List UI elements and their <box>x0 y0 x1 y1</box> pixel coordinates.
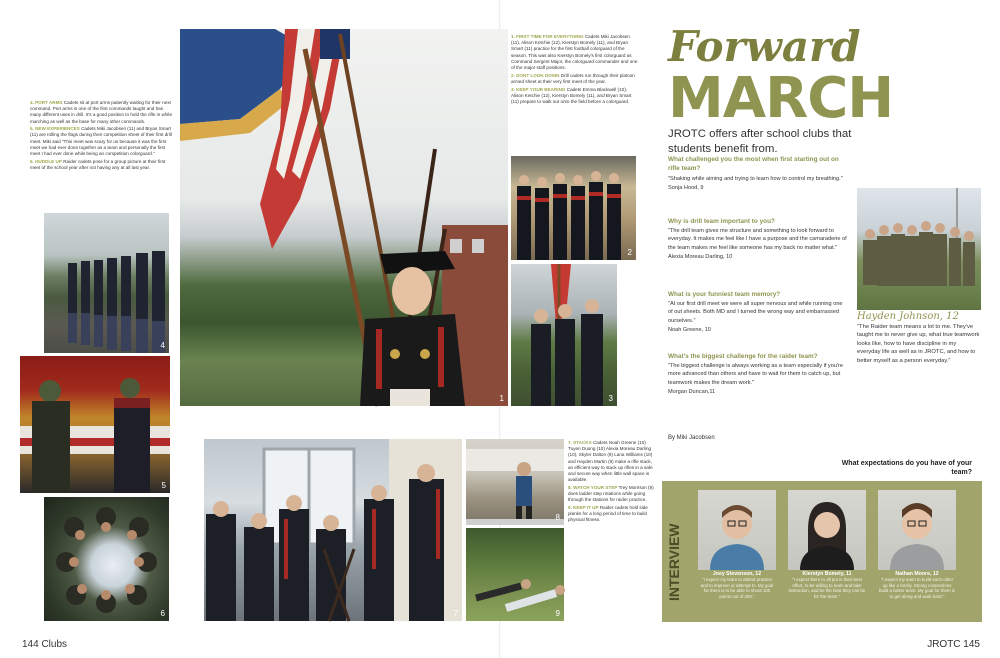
flag-rolling-illustration <box>20 356 170 493</box>
ladder-step-illustration <box>466 439 564 525</box>
caption-8 <box>568 485 654 504</box>
cadets-illustration <box>44 213 169 353</box>
photo-number: 7 <box>453 609 458 618</box>
photo-number: 5 <box>161 481 166 490</box>
portrait-photo <box>878 490 956 570</box>
photo-watch-your-step <box>466 439 564 525</box>
left-page-folio: 144 Clubs <box>22 639 68 650</box>
portrait-photo <box>788 490 866 570</box>
plank-illustration <box>466 528 564 621</box>
caption-6 <box>30 159 172 171</box>
qa-source: Alexia Moreau Darling, 10 <box>668 253 733 260</box>
caption-3 <box>511 87 639 106</box>
caption-text: Drill cadets run through their platoon armed sheet at their very first meet of the year. <box>511 72 635 84</box>
feature-quote: "The Raider team means a lot to me. They've taught me to never give up, what true teamwork looks like, how to have discipline in my everyday life as well as in JROTC, and how to better myself as a person everyday." <box>857 324 980 364</box>
interview-panel <box>662 481 982 622</box>
caption-9 <box>568 505 654 524</box>
caption-text: Raider cadets hold side planks for a long period of time to build physical fitness. <box>568 504 648 523</box>
caption-heading: 2. DONT LOOK DOWN <box>511 72 560 78</box>
qa-source: Morgan Duncan,11 <box>668 388 716 395</box>
qa-answer: "The biggest challenge is always working as a team especially if you're more advanced than others and have to wait for them to catch up, but teamwork makes the dream work." <box>668 363 843 386</box>
caption-block-left <box>30 100 172 173</box>
headline-block <box>668 66 908 131</box>
photo-keep-your-bearing <box>511 264 617 406</box>
caption-heading: 1. FIRST TIME FOR EVERYTHING <box>511 34 584 39</box>
caption-text: Raider cadets pose for a group picture at their first meet of the school year after not having any at all last year. <box>30 158 166 170</box>
caption-block-bottom <box>568 440 654 525</box>
interview-card <box>788 490 866 600</box>
qa-item <box>668 352 848 396</box>
qa-question: Why is drill team important to you? <box>668 218 775 225</box>
photo-stacks <box>204 439 462 621</box>
interviewee-quote: "I expect my team to build each other up like a family. Strong connections build a better team. My goal for them is to get along and work hard." <box>879 577 955 600</box>
bearing-illustration <box>511 264 617 406</box>
drill-team-illustration <box>511 156 636 260</box>
colorguard-illustration <box>180 29 508 406</box>
interviewee-name: Joey Stevenson, 12 <box>712 571 762 577</box>
photo-colorguard <box>180 29 508 406</box>
photo-new-experiences <box>20 356 170 493</box>
qa-source: Sonja Hood, 9 <box>668 184 704 191</box>
right-page-folio: JROTC 145 <box>927 639 980 650</box>
portrait-illustration <box>698 490 776 570</box>
caption-text: Cadets Emma Blackwell (10), Alison Ketchie (12), Kierstyn Bomely (11), and Bryan Smart (11) prepare to walk out onto the field before a colorguard. <box>511 86 632 104</box>
photo-number: 1 <box>499 394 504 403</box>
interviewee-name: Kierstyn Bomely, 11 <box>802 571 852 577</box>
caption-heading: 3. KEEP YOUR BEARING <box>511 86 566 92</box>
portrait-illustration <box>788 490 866 570</box>
photo-number: 8 <box>555 513 560 522</box>
qa-question: What challenged you the most when first starting out on rifle team? <box>668 156 839 173</box>
qa-item <box>668 155 848 192</box>
photo-number: 3 <box>608 394 613 403</box>
headline-script <box>668 22 888 70</box>
interview-label <box>668 501 690 601</box>
caption-1 <box>511 34 639 71</box>
qa-question: What is your funniest team memory? <box>668 291 781 298</box>
interview-question: What expectations do you have of your team? <box>841 460 972 476</box>
feature-name: Hayden Johnson, 12 <box>857 311 959 322</box>
caption-heading: 7. STACKS <box>568 440 592 445</box>
qa-answer: "At our first drill meet we were all super nervous and while running one of out sheets. Both MD and I turned the wrong way and embarrassed ourselves." <box>668 301 843 324</box>
photo-keep-it-up <box>466 528 564 621</box>
interview-label-svg <box>668 501 690 601</box>
byline: By Miki Jacobsen <box>668 435 715 441</box>
caption-5 <box>30 126 172 157</box>
qa-question: What's the biggest challenge for the raider team? <box>668 353 818 360</box>
qa-item <box>668 290 848 334</box>
portrait-photo <box>698 490 776 570</box>
rifle-stack-illustration <box>204 439 462 621</box>
caption-2 <box>511 73 639 85</box>
caption-4 <box>30 100 172 125</box>
headline-script-text: Forward <box>668 22 861 71</box>
caption-text: Cadets Noah Greene (10) Tuyen Duong (10) Alexia Moreau Darling (10), Skyler Dalton (9) Lana Williams (10) and Hayden Martin (9) make a rifle stack, an efficient way to stack up rifles in a safe and secure way when little wall space is available. <box>568 440 653 483</box>
caption-heading: 5. NEW EXPERIENCES <box>30 126 80 132</box>
caption-heading: 4. PORT ARMS <box>30 100 63 105</box>
raider-team-illustration <box>857 188 981 310</box>
qa-source: Noah Greene, 10 <box>668 326 711 333</box>
caption-block-top <box>511 34 639 107</box>
caption-heading: 6. HUDDLE UP <box>30 158 62 164</box>
interview-label-text: INTERVIEW <box>666 523 682 601</box>
caption-text: Cadets Miki Jacobsen (11) and Bryan Smart (11) are rolling the flags during their competition sheet of their first drill meet. Miki said "This meet was scary for us because it was the first meet we had ever done together as a team and personally the first meet I had ever done while being an competition colorguard." <box>30 126 172 156</box>
qa-answer: "The drill team gives me structure and something to look forward to everyday. It makes me feel like I have a purpose and the camaraderie of the team makes me feel like someone has my back no matter what." <box>668 228 847 251</box>
photo-number: 2 <box>627 248 632 257</box>
photo-raider-team <box>857 188 981 310</box>
qa-item <box>668 217 848 261</box>
interviewee-quote: "I expect my team to attend practice and to improve or attempt to. My goal for them is to be able to shoot 100 points out of 200." <box>700 577 774 600</box>
photo-port-arms <box>44 213 169 353</box>
photo-dont-look-down <box>511 156 636 260</box>
caption-heading: 9. KEEP IT UP <box>568 504 599 510</box>
subtitle: JROTC offers after school clubs that students benefit from. <box>668 128 852 155</box>
interviewee-name: Nathan Moore, 12 <box>895 571 939 577</box>
qa-answer: "Shaking while aiming and trying to learn how to control my breathing." <box>668 175 843 182</box>
caption-text: Cadets sit at port arms patiently waiting for their next command. Port arms is one of the first commands taught and has many different uses in drill. It's a good position to hold the rifle in while marching as well as the base for many other commands. <box>30 100 173 124</box>
interviewee-quote: "I expect them to all put in their best effort, to be willing to learn and take instruction, and be the best they can be for the team." <box>788 577 866 600</box>
huddle-illustration <box>44 497 169 621</box>
photo-number: 6 <box>160 609 165 618</box>
caption-7 <box>568 440 654 483</box>
photo-number: 4 <box>160 341 165 350</box>
photo-number: 9 <box>555 609 560 618</box>
caption-text: Trey Morrison (9) does ladder step rotations while going through the stations for raider practice. <box>568 484 654 503</box>
interview-card <box>698 490 776 600</box>
photo-huddle-up <box>44 497 169 621</box>
interview-card <box>878 490 956 600</box>
caption-heading: 8. WATCH YOUR STEP <box>568 484 618 490</box>
portrait-illustration <box>878 490 956 570</box>
headline-block-text: MARCH <box>668 66 894 131</box>
caption-text: Cadets Miki Jacobsen (11), Alison Ketchie (12), Kierstyn Bomely (11), and Bryan Smart (11) practice for the first football colorguard of the season. This was also Kierstyn Bomely's first colorguard as Command Sergent Major, the colorguard commander and one of the major staff positions. <box>511 34 638 70</box>
